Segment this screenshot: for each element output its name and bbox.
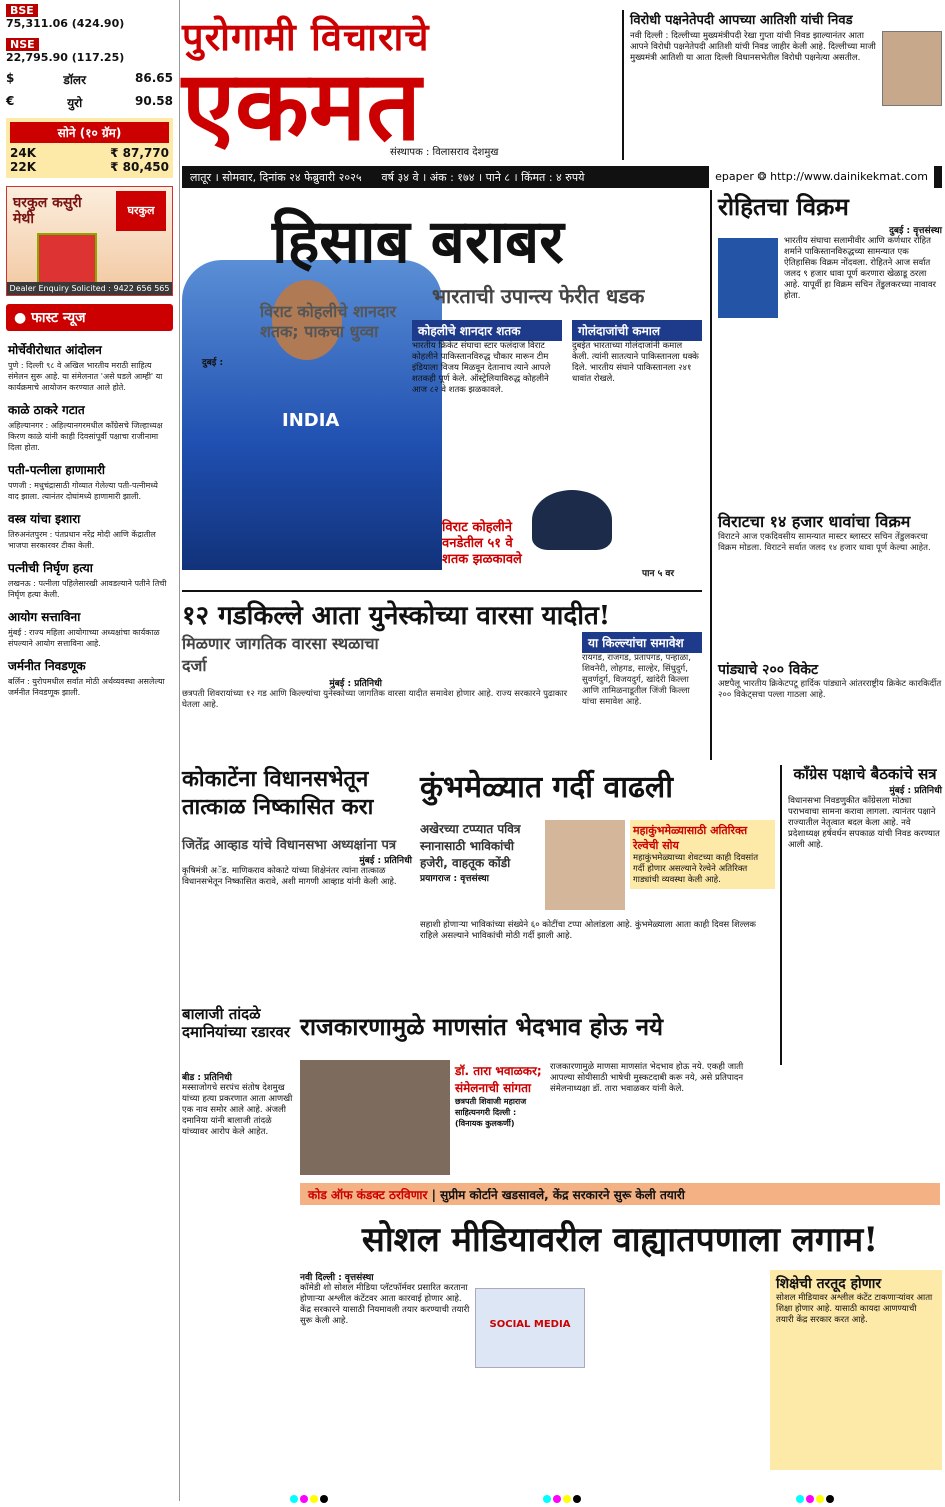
nse-value: 22,795.90 (117.25) <box>6 51 125 64</box>
code-red: कोड ऑफ कंडक्ट ठरविणार <box>308 1188 428 1202</box>
founder: संस्थापक : विलासराव देशमुख <box>390 147 499 158</box>
epaper-link[interactable]: epaper ❂ http://www.dainikekmat.com <box>709 166 934 188</box>
bse-block <box>0 0 179 34</box>
fast-news-item <box>0 602 179 651</box>
hero-quote: विराट कोहलीने वनडेतील ५१ वे शतक झळकावले <box>442 520 522 567</box>
yellow-dot <box>816 1495 824 1503</box>
fast-news-item-title: काळे ठाकरे गटात <box>8 403 85 417</box>
kumbh-headline: कुंभमेळ्यात गर्दी वाढली <box>420 770 673 805</box>
dollar-icon: $ <box>6 71 15 85</box>
forts-story <box>182 632 702 752</box>
kokate-sub: जितेंद्र आव्हाड यांचे विधानसभा अध्यक्षांना पत्र <box>182 838 397 853</box>
black-dot <box>573 1495 581 1503</box>
rohit-byline: दुबई : वृत्तसंस्था <box>889 226 942 236</box>
raj-body: राजकारणामुळे माणसा माणसांत भेदभाव होऊ नये. एकही जाती आपल्या सोयीसाठी भाषेची मुस्कटदाबी करू नये, असे प्रतिपादन संमेलनाध्यक्षा डॉ. तारा भवाळकर यांनी केले. <box>550 1062 744 1094</box>
edition-info: वर्ष ३४ वे । अंक : १७४ । पाने ८ । किंमत : ४ रुपये <box>381 170 585 184</box>
fast-news-item-body: बर्लिन : युरोपमधील सर्वात मोठी अर्थव्यवस्था असलेल्या जर्मनीत निवडणूक झाली. <box>8 677 165 697</box>
social-byline: नवी दिल्ली : वृत्तसंस्था <box>300 1273 374 1283</box>
code-strip <box>300 1183 940 1205</box>
fast-news-item <box>0 553 179 602</box>
masthead-title: एकमत <box>182 49 421 162</box>
kumbh-body-block <box>420 920 775 942</box>
strip2-body: दुबईत भारताच्या गोलंदाजांनी कमाल केली. त्यांनी सातत्याने पाकिस्तानला धक्के दिले. भारतीय संघाने पाकिस्तानला २४१ धावांत रोखले. <box>572 341 699 384</box>
hero-headline: हिसाब बराबर <box>272 207 564 277</box>
top-story-title: विरोधी पक्षनेतेपदी आपच्या आतिशी यांची निवड <box>630 13 853 28</box>
rohit-story <box>710 190 942 510</box>
fast-news-item-title: आयोग सत्ताविना <box>8 610 81 624</box>
dollar-value: 86.65 <box>135 71 173 85</box>
fast-news-item-title: पती-पत्नीला हाणामारी <box>8 463 105 477</box>
cyan-dot <box>543 1495 551 1503</box>
shikshe-title: शिक्षेची तरतूद होणार <box>776 1276 882 1292</box>
hero-dateline: दुबई : <box>202 358 224 368</box>
kumbh-box <box>630 820 775 889</box>
pandya-story <box>710 660 942 760</box>
registration-marks <box>182 1488 942 1498</box>
jersey-text: INDIA <box>282 410 340 431</box>
kokate-details <box>182 835 412 888</box>
nse-label: NSE <box>6 38 39 51</box>
shikshe-box <box>770 1270 942 1470</box>
forts-box-body: रायगड, राजगड, प्रतापगड, पन्हाळा, शिवनेरी, लोहगड, साल्हेर, सिंधुदुर्ग, सुवर्णदुर्ग, विजयदुर्ग, खांदेरी किल्ला आणि तामिळनाडूतील जिंजी किल्ला यांचा समावेश आहे. <box>582 653 691 707</box>
fast-news-item <box>0 335 179 395</box>
fast-news-list <box>0 335 179 700</box>
virat14-title: विराटचा १४ हजार धावांचा विक्रम <box>718 512 911 531</box>
raj-sub: डॉ. तारा भवाळकर; संमेलनाची सांगता <box>455 1064 542 1095</box>
fast-news-header: ● फास्ट न्यूज <box>6 304 173 331</box>
fast-news-item-body: पुणे : दिल्ली ९८ वे अखिल भारतीय मराठी साहित्य संमेलन सुरू आहे. या संमेलनात 'असे घडले आम्ही' या कार्यक्रमाचे आयोजन करण्यात आले होते. <box>8 361 163 392</box>
fast-news-item-title: पत्नीची निर्घृण हत्या <box>8 561 93 575</box>
kokate-headline: कोकाटेंना विधानसभेतून तात्काळ निष्कासित करा <box>182 766 374 820</box>
balaji-story <box>182 1005 302 1065</box>
cyan-dot <box>290 1495 298 1503</box>
gold-22-value: ₹ 80,450 <box>110 160 169 174</box>
strip1-body: भारतीय क्रिकेट संघाचा स्टार फलंदाज विराट कोहलीने पाकिस्तानविरुद्ध चौकार मारून टीम इंडियाला विजय मिळवून देतानाच त्याने आपले शतकही पूर्ण केले. ऑस्ट्रेलियाविरुद्ध कोहलीने आज ८२ वे शतक झळकावले. <box>412 341 551 395</box>
gold-24-value: ₹ 87,770 <box>110 146 169 160</box>
awhad-photo <box>545 820 625 910</box>
left-sidebar <box>0 0 180 1501</box>
social-headline: सोशल मीडियावरील वाह्यातपणाला लगाम! <box>361 1220 879 1260</box>
euro-icon: € <box>6 94 15 108</box>
forts-body: छत्रपती शिवरायांच्या १२ गड आणि किल्ल्यांचा युनेस्कोच्या जागतिक वारसा यादीत समावेश होणार आहे. राज्य सरकारने पुढाकार घेतला आहे. <box>182 689 568 710</box>
product-pack-icon <box>37 233 97 288</box>
bhavalkar-photo <box>300 1060 450 1175</box>
kumbh-sub-block <box>420 820 540 884</box>
black-dot <box>826 1495 834 1503</box>
yellow-dot <box>310 1495 318 1503</box>
forts-byline: मुंबई : प्रतिनिधी <box>329 679 382 689</box>
strip1-block <box>412 320 562 396</box>
hero-sub: भारताची उपान्त्य फेरीत धडक <box>432 284 645 308</box>
fast-news-item-body: पणजी : मधुचंद्रासाठी गोव्यात गेलेल्या पती-पत्नीमध्ये वाद झाला. त्यानंतर दोघांमध्ये हाणामारी झाली. <box>8 481 158 501</box>
raj-byline: छत्रपती शिवाजी महाराज साहित्यनगरी दिल्ली : (विनायक कुलकर्णी) <box>455 1097 527 1128</box>
congress-byline: मुंबई : प्रतिनिधी <box>889 786 942 796</box>
gold-block <box>6 118 173 178</box>
social-story <box>300 1270 760 1330</box>
fast-news-title: फास्ट न्यूज <box>31 310 86 326</box>
magenta-dot <box>806 1495 814 1503</box>
rohit-photo <box>718 238 778 318</box>
gold-22-row <box>10 160 169 174</box>
kumbh-byline: प्रयागराज : वृत्तसंस्था <box>420 874 490 884</box>
congress-title: काँग्रेस पक्षाचे बैठकांचे सत्र <box>793 765 937 783</box>
code-rest: | सुप्रीम कोर्टाने खडसावले, केंद्र सरकारने सुरू केली तयारी <box>431 1188 685 1202</box>
helmet-icon <box>532 490 612 550</box>
dollar-label: डॉलर <box>63 73 86 87</box>
kumbh-body: सहाशी होणाऱ्या भाविकांच्या संख्येने ६० कोटींचा टप्पा ओलांडला आहे. कुंभमेळ्याला आता काही दिवस शिल्लक राहिले असल्याने भाविकांची मोठी गर्दी झाली आहे. <box>420 920 756 941</box>
kumbh-box-body: महाकुंभमेळ्याच्या शेवटच्या काही दिवसांत गर्दी होणार असल्याने रेल्वेने अतिरिक्त गाड्यांची व्यवस्था केली आहे. <box>633 853 759 885</box>
black-dot <box>320 1495 328 1503</box>
forts-box-title: या किल्ल्यांचा समावेश <box>582 632 702 653</box>
euro-row <box>0 91 179 114</box>
atishi-photo <box>882 31 942 106</box>
forts-headline: १२ गडकिल्ले आता युनेस्कोच्या वारसा यादीत! <box>182 590 702 632</box>
social-media-icon: SOCIAL MEDIA <box>475 1288 585 1368</box>
forts-box <box>582 632 702 708</box>
strip2-title: गोलंदाजांची कमाल <box>572 320 702 341</box>
fast-news-item <box>0 651 179 700</box>
dateline-bar <box>182 166 942 188</box>
strip1-title: कोहलीचे शानदार शतक <box>412 320 562 341</box>
kumbh-box-title: महाकुंभमेळ्यासाठी अतिरिक्त रेल्वेची सोय <box>633 824 748 852</box>
raj-sub-block <box>455 1062 545 1129</box>
fast-news-item <box>0 455 179 504</box>
fast-news-item-body: लखनऊ : पत्नीला पहिलेसारखी आवडल्याने पतीने तिची निर्घृण हत्या केली. <box>8 579 167 599</box>
cyan-dot <box>796 1495 804 1503</box>
gold-24-label: 24K <box>10 146 36 160</box>
balaji-byline: बीड : प्रतिनिधी <box>182 1073 232 1083</box>
fast-news-item-title: वस्त्र यांचा इशारा <box>8 512 81 526</box>
kumbh-sub: अखेरच्या टप्प्यात पवित्र स्नानासाठी भाविकांची हजेरी, वाहतूक कोंडी <box>420 822 521 870</box>
kokate-body: कृषिमंत्री अॅड. माणिकराव कोकाटे यांच्या शिक्षेनंतर त्यांना तात्काळ विधानसभेतून निष्कासित करावे, अशी मागणी आव्हाड यांनी केली आहे. <box>182 866 397 887</box>
pandya-body: अष्टपैलू भारतीय क्रिकेटपटू हार्दिक पांड्याने आंतरराष्ट्रीय क्रिकेट कारकिर्दीत २०० विकेट्सचा पल्ला गाठला आहे. <box>718 679 942 700</box>
shikshe-body: सोशल मीडियावर अश्लील कंटेंट टाकणाऱ्यांवर आता शिक्षा होणार आहे. यासाठी कायदा आणण्याची तयारी केंद्र सरकार करत आहे. <box>776 1293 933 1325</box>
congress-body: विधानसभा निवडणुकीत काँग्रेसला मोठ्या पराभवाचा सामना करावा लागला. त्यानंतर पक्षाने राज्यातील नेतृत्वात बदल केला आहे. नवे प्रदेशाध्यक्ष हर्षवर्धन सपकाळ यांची निवड करण्यात आली आहे. <box>788 796 940 850</box>
top-story <box>622 10 942 160</box>
kokate-byline: मुंबई : प्रतिनिधी <box>359 856 412 866</box>
fast-news-item-body: मुंबई : राज्य महिला आयोगाच्या अध्यक्षांचा कार्यकाळ संपल्याने आयोग सत्ताविना आहे. <box>8 628 160 648</box>
gold-22-label: 22K <box>10 160 36 174</box>
magenta-dot <box>300 1495 308 1503</box>
ad-brand-logo: घरकुल <box>116 191 166 231</box>
euro-label: युरो <box>67 96 83 110</box>
rohit-title: रोहितचा विक्रम <box>718 192 849 221</box>
fast-news-item <box>0 504 179 553</box>
gold-head: सोने (१० ग्रॅम) <box>10 122 169 143</box>
balaji-title: बालाजी तांदळे दमानियांच्या रडारवर <box>182 1005 291 1041</box>
forts-sub: मिळणार जागतिक वारसा स्थळाचा दर्जा <box>182 634 379 675</box>
ad-box[interactable] <box>6 186 173 296</box>
balaji-details <box>182 1070 297 1138</box>
fast-news-item-body: अहिल्यानगर : अहिल्यानगरमधील काँग्रेसचे जिल्हाध्यक्ष किरण काळे यांनी काही दिवसांपूर्वी पक्षाचा राजीनामा दिला होता. <box>8 421 163 452</box>
raj-body-block <box>550 1062 770 1095</box>
balaji-body: मस्साजोगचे सरपंच संतोष देशमुख यांच्या हत्या प्रकरणात आता आणखी एक नाव समोर आले आहे. अंजली दमानिया यांनी बालाजी तांदळे यांच्यावर आरोप केले आहेत. <box>182 1083 293 1137</box>
fast-news-item-body: तिरुअनंतपुरम : पंतप्रधान नरेंद्र मोदी आणि केंद्रातील भाजपा सरकारवर टीका केली. <box>8 530 156 550</box>
dollar-row <box>0 68 179 91</box>
social-body: कॉमेडी शो सोशल मीडिया प्लॅटफॉर्मवर प्रसारित करताना होणाऱ्या अश्लील कंटेंटवर आता कारवाई होणार आहे. केंद्र सरकारने यासाठी नियमावली तयार करण्याची तयारी सुरू केली आहे. <box>300 1283 470 1326</box>
yellow-dot <box>563 1495 571 1503</box>
masthead <box>182 10 612 160</box>
gold-24-row <box>10 146 169 160</box>
hero-story <box>182 190 702 580</box>
masthead-tagline: पुरोगामी विचाराचे <box>182 14 430 59</box>
magenta-dot <box>553 1495 561 1503</box>
raj-headline: राजकारणामुळे माणसांत भेदभाव होऊ नये <box>300 1012 664 1041</box>
hero-more[interactable]: पान ५ वर <box>642 569 675 579</box>
hero-caption: विराट कोहलीचे शानदार शतक; पाकचा धुव्वा <box>260 302 397 341</box>
fast-news-item <box>0 395 179 455</box>
euro-value: 90.58 <box>135 94 173 108</box>
virat14-story <box>710 510 942 670</box>
fast-news-item-title: मोर्चेवीरोधात आंदोलन <box>8 343 102 357</box>
dateline: लातूर । सोमवार, दिनांक २४ फेब्रुवारी २०२५ <box>190 170 362 184</box>
strip2-block <box>572 320 702 385</box>
congress-story <box>780 765 942 1065</box>
rohit-body: भारतीय संघाचा सलामीवीर आणि कर्णधार रोहित शर्माने पाकिस्तानविरुद्धच्या सामन्यात एक ऐतिहासिक विक्रम नोंदवला. रोहितने आज सर्वात जलद ९ हजार धावा पूर्ण करणारा खेळाडू ठरला आहे. यापूर्वी हा विक्रम सचिन तेंडुलकरच्या नावावर होता. <box>784 236 937 301</box>
bse-label: BSE <box>6 4 38 17</box>
nse-block <box>0 34 179 68</box>
pandya-title: पांड्याचे २०० विकेट <box>718 662 819 678</box>
fast-news-item-title: जर्मनीत निवडणूक <box>8 659 86 673</box>
virat14-body: विराटने आज एकदिवसीय सामन्यात मास्टर ब्लास्टर सचिन तेंडुलकरचा विक्रम मोडला. विराटने सर्वात जलद १४ हजार धावा पूर्ण केल्या आहेत. <box>718 532 931 553</box>
top-story-body: नवी दिल्ली : दिल्लीच्या मुख्यमंत्रीपदी रेखा गुप्ता यांची निवड झाल्यानंतर आता आपने विरोधी पक्षनेतेपदी आतिशी यांची निवड जाहीर केली आहे. दिल्लीच्या माजी मुख्यमंत्री आतिशी या आता दिल्ली विधानसभेतील विरोधी पक्षनेत्या असतील. <box>630 31 876 63</box>
ad-footer: Dealer Enquiry Solicited : 9422 656 565 <box>7 282 172 295</box>
ad-title: घरकुल कसुरी मेथी <box>13 195 82 227</box>
bse-value: 75,311.06 (424.90) <box>6 17 125 30</box>
